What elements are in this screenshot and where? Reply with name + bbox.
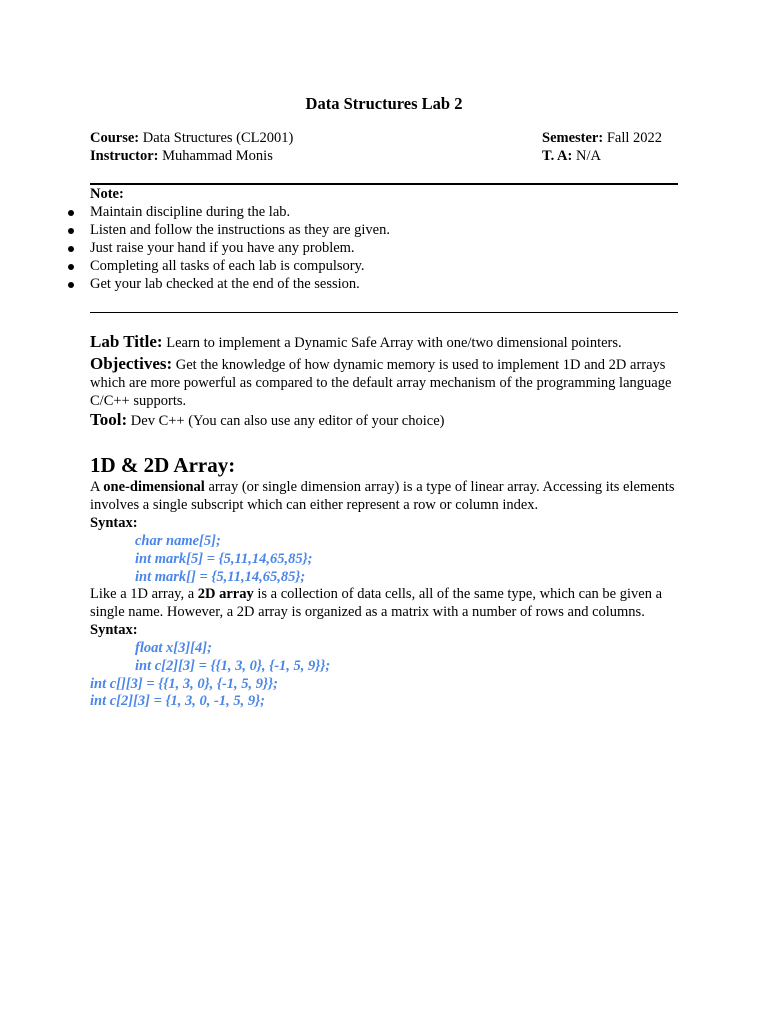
section-heading: 1D & 2D Array: [90,453,236,477]
ta-line [542,147,601,165]
code-line: int mark[] = {5,11,14,65,85}; [135,569,306,585]
header-divider [90,183,678,185]
bullet-icon [68,210,74,216]
bullet-icon [68,228,74,234]
instructor-label: Instructor: [90,148,159,164]
tool-line [90,411,682,430]
instructor-line [90,147,273,165]
code-line: int c[2][3] = {1, 3, 0, -1, 5, 9}; [90,693,266,709]
bullet-icon [68,282,74,288]
syntax-label-2d: Syntax: [90,622,138,638]
code-line: char name[5]; [135,533,221,549]
note-item: Just raise your hand if you have any problem. [66,239,390,257]
semester-value: Fall 2022 [606,130,662,146]
semester-line [542,129,662,147]
tool-value: Dev C++ (You can also use any editor of your choice) [130,413,445,429]
note-item: Completing all tasks of each lab is compulsory. [66,257,390,275]
note-list [66,203,390,293]
tool-label: Tool: [90,410,128,429]
note-heading: Note: [90,186,124,202]
objectives-label: Objectives: [90,354,173,373]
two-dimensional-paragraph: Like a 1D array, a 2D array is a collection of data cells, all of the same type, which can be given a single name. However, a 2D array is organized as a matrix with a number of rows and columns. [90,586,662,620]
bullet-icon [68,246,74,252]
syntax-label-1d: Syntax: [90,515,138,531]
ta-label: T. A: [542,148,573,164]
note-item: Maintain discipline during the lab. [66,203,390,221]
term-one-dimensional: one-dimensional [103,479,205,495]
course-value: Data Structures (CL2001) [142,130,294,146]
code-line: float x[3][4]; [135,640,212,656]
note-item: Get your lab checked at the end of the session. [66,275,390,293]
bullet-icon [68,264,74,270]
note-divider [90,312,678,313]
document-title: Data Structures Lab 2 [305,94,463,113]
one-dimensional-paragraph: A one-dimensional array (or single dimension array) is a type of linear array. Accessing its elements involves a single subscript which can either represent a row or column index. [90,479,675,513]
lab-title-value: Learn to implement a Dynamic Safe Array with one/two dimensional pointers. [166,335,622,351]
objectives-value: Get the knowledge of how dynamic memory is used to implement 1D and 2D arrays which are more powerful as compared to the default array mechanism of the programming language C/C++ supports. [90,357,672,409]
lab-title-label: Lab Title: [90,332,163,351]
ta-value: N/A [575,148,601,164]
lab-title-line [90,333,682,352]
code-line: int c[2][3] = {{1, 3, 0}, {-1, 5, 9}}; [135,658,331,674]
course-label: Course: [90,130,140,146]
semester-label: Semester: [542,130,604,146]
course-line [90,129,293,147]
code-line: int mark[5] = {5,11,14,65,85}; [135,551,313,567]
instructor-value: Muhammad Monis [162,148,273,164]
note-item: Listen and follow the instructions as they are given. [66,221,390,239]
code-line: int c[][3] = {{1, 3, 0}, {-1, 5, 9}}; [90,676,278,692]
term-2d-array: 2D array [197,586,254,602]
objectives-paragraph [90,355,682,410]
